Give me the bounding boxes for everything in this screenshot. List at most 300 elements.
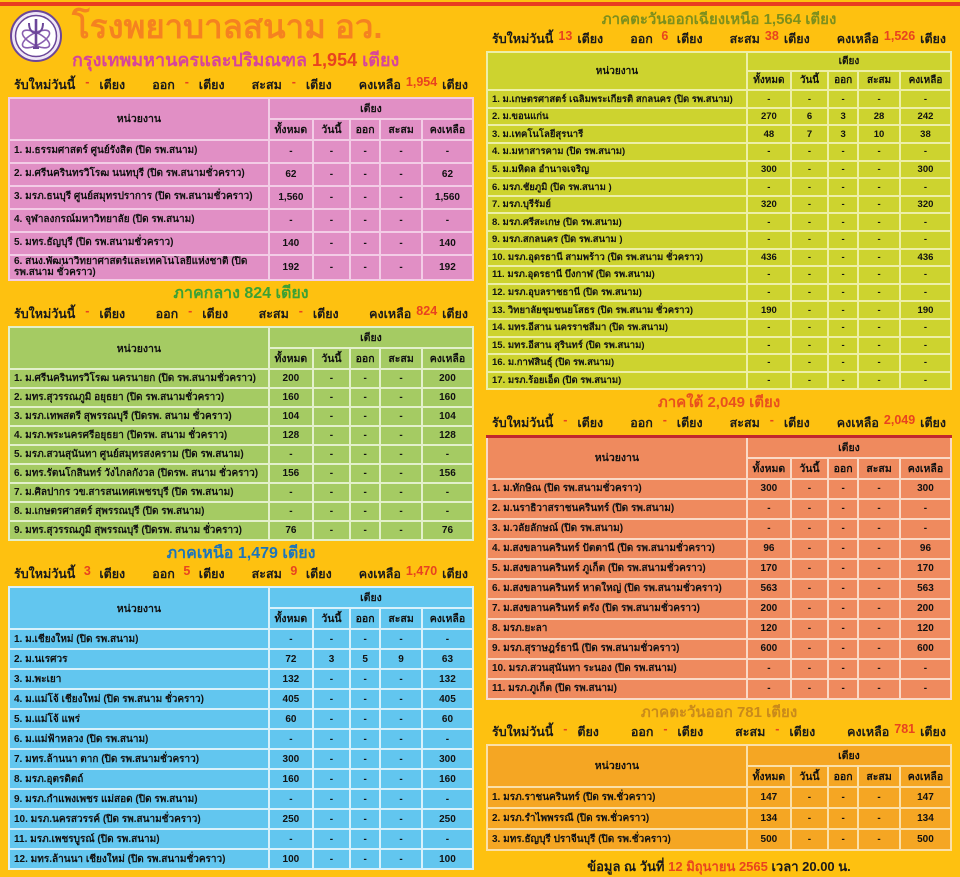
bed-value-cell: - (858, 372, 900, 390)
bed-value-cell: - (791, 249, 828, 267)
bed-value-cell: 563 (747, 579, 791, 599)
bed-value-cell: - (313, 426, 350, 445)
region-section-north (8, 545, 474, 870)
bed-value-cell: - (380, 445, 422, 464)
bed-value-cell: - (828, 579, 858, 599)
table-row (487, 787, 951, 808)
org-cell: 1. มรภ.ราชนครินทร์ (ปิด รพ.ชั่วคราว) (487, 787, 747, 808)
bed-column-header: ออก (350, 348, 380, 369)
bed-value-cell: 436 (747, 249, 791, 267)
table-row (487, 479, 951, 499)
bed-value-cell: - (313, 789, 350, 809)
bed-value-cell: - (380, 849, 422, 869)
bed-value-cell: - (828, 679, 858, 699)
org-cell: 8. ม.เกษตรศาสตร์ สุพรรณบุรี (ปิด รพ.สนาม) (9, 502, 269, 521)
stat-group (152, 564, 224, 584)
table-row (9, 255, 473, 280)
timestamp-time: 20.00 น. (802, 858, 851, 874)
bed-value-cell: 156 (269, 464, 313, 483)
bed-value-cell: - (380, 140, 422, 163)
table-row (487, 519, 951, 539)
bed-value-cell: - (791, 499, 828, 519)
bed-value-cell: - (858, 143, 900, 161)
org-cell: 14. มทร.อีสาน นครราชสีมา (ปิด รพ.สนาม) (487, 319, 747, 337)
org-cell: 8. มรภ.ศรีสะเกษ (ปิด รพ.สนาม) (487, 213, 747, 231)
bed-column-header: สะสม (858, 766, 900, 787)
bed-value-cell: 140 (422, 232, 473, 255)
table-row (9, 649, 473, 669)
bed-value-cell: 300 (900, 479, 951, 499)
bed-value-cell: - (900, 679, 951, 699)
bed-value-cell: - (380, 407, 422, 426)
stat-unit: เตียง (783, 415, 810, 430)
bed-value-cell: 170 (900, 559, 951, 579)
bed-value-cell: - (791, 319, 828, 337)
bed-value-cell: - (350, 426, 380, 445)
bed-value-cell: - (858, 213, 900, 231)
stat-value: 1,526 (883, 29, 916, 44)
bed-value-cell: 160 (422, 388, 473, 407)
table-row (487, 499, 951, 519)
bed-value-cell: - (828, 213, 858, 231)
org-cell: 4. จุฬาลงกรณ์มหาวิทยาลัย (ปิด รพ.สนาม) (9, 209, 269, 232)
table-row (9, 521, 473, 540)
bed-value-cell: 3 (828, 108, 858, 126)
org-cell: 4. ม.สงขลานครินทร์ ปัตตานี (ปิด รพ.สนามชั่วคราว) (487, 539, 747, 559)
stat-unit: เตียง (783, 32, 810, 47)
stat-group (735, 722, 815, 742)
table-row (9, 809, 473, 829)
stat-unit: เตียง (99, 77, 126, 92)
bed-column-header: วันนี้ (791, 766, 828, 787)
stat-group (730, 413, 810, 433)
bed-value-cell: - (422, 789, 473, 809)
bed-value-cell: - (900, 354, 951, 372)
bed-value-cell: 100 (422, 849, 473, 869)
table-row (9, 388, 473, 407)
org-cell: 2. ม.นเรศวร (9, 649, 269, 669)
bed-value-cell: - (380, 709, 422, 729)
stat-unit: เตียง (312, 307, 339, 322)
bed-value-cell: 600 (747, 639, 791, 659)
bed-value-cell: - (747, 266, 791, 284)
bed-value-cell: 436 (900, 249, 951, 267)
region-total: 1,564 (763, 11, 802, 28)
org-cell: 1. ม.เกษตรศาสตร์ เฉลิมพระเกียรติ สกลนคร (ปิด รพ.สนาม) (487, 90, 747, 108)
table-row (9, 407, 473, 426)
bed-value-cell: - (900, 372, 951, 390)
bed-value-cell: - (269, 789, 313, 809)
beds-group-header: เตียง (747, 436, 951, 458)
bed-value-cell: - (350, 232, 380, 255)
stat-label: ออก (152, 77, 175, 92)
title-block (72, 10, 399, 74)
bed-value-cell: - (858, 196, 900, 214)
org-cell: 11. มรภ.อุดรธานี บึงกาฬ (ปิด รพ.สนาม) (487, 266, 747, 284)
bed-value-cell: 160 (269, 769, 313, 789)
bed-value-cell: - (747, 354, 791, 372)
bed-value-cell: - (828, 787, 858, 808)
bed-column-header: วันนี้ (791, 458, 828, 479)
bed-value-cell: 76 (422, 521, 473, 540)
table-row (9, 689, 473, 709)
bed-value-cell: - (858, 519, 900, 539)
table-row (487, 125, 951, 143)
bed-column-header: ออก (828, 71, 858, 90)
bed-column-header: สะสม (380, 119, 422, 140)
stat-value: 781 (894, 721, 916, 736)
bed-value-cell: 7 (791, 125, 828, 143)
bed-value-cell: 500 (900, 829, 951, 850)
bed-value-cell: - (858, 284, 900, 302)
bed-value-cell: 300 (900, 161, 951, 179)
org-cell: 7. ม.สงขลานครินทร์ ตรัง (ปิด รพ.สนามชั่วคราว) (487, 599, 747, 619)
table-row (9, 749, 473, 769)
stat-group (492, 29, 603, 49)
stat-label: รับใหม่วันนี้ (14, 567, 76, 582)
stat-label: ออก (155, 307, 179, 322)
bed-value-cell: - (313, 769, 350, 789)
bed-value-cell: - (350, 729, 380, 749)
bed-value-cell: - (269, 209, 313, 232)
bed-column-header: ออก (350, 119, 380, 140)
bed-value-cell: - (791, 829, 828, 850)
bed-value-cell: 104 (422, 407, 473, 426)
region-stats (486, 28, 952, 51)
bed-value-cell: 250 (269, 809, 313, 829)
table-row (9, 140, 473, 163)
bed-value-cell: - (791, 659, 828, 679)
bed-value-cell: - (900, 519, 951, 539)
table-row (487, 808, 951, 829)
page-header (10, 10, 474, 74)
stat-value: - (563, 721, 568, 736)
bed-value-cell: - (269, 483, 313, 502)
bed-value-cell: - (350, 769, 380, 789)
bed-value-cell: 10 (858, 125, 900, 143)
bed-column-header: ออก (828, 458, 858, 479)
org-cell: 7. มทร.ล้านนา ตาก (ปิด รพ.สนามชั่วคราว) (9, 749, 269, 769)
bed-value-cell: - (858, 659, 900, 679)
region-stats (8, 74, 474, 97)
bed-value-cell: 600 (900, 639, 951, 659)
region-table (8, 326, 474, 541)
org-cell: 10. มรภ.สวนสุนันทา ระนอง (ปิด รพ.สนาม) (487, 659, 747, 679)
bed-value-cell: - (858, 319, 900, 337)
bed-value-cell: - (858, 639, 900, 659)
bed-value-cell: 300 (747, 161, 791, 179)
bed-value-cell: 147 (900, 787, 951, 808)
left-column (8, 8, 474, 877)
region-stats (486, 721, 952, 744)
bed-value-cell: - (422, 483, 473, 502)
region-table (8, 586, 474, 870)
bed-column-header: ทั้งหมด (747, 71, 791, 90)
region-table (486, 51, 952, 390)
org-cell: 1. ม.ศรีนครินทรวิโรฒ นครนายก (ปิด รพ.สนามชั่วคราว) (9, 369, 269, 388)
bed-column-header: สะสม (858, 458, 900, 479)
table-row (487, 354, 951, 372)
bed-value-cell: - (313, 629, 350, 649)
bed-value-cell: - (380, 369, 422, 388)
bed-value-cell: - (791, 679, 828, 699)
bed-value-cell: - (791, 639, 828, 659)
bed-value-cell: 405 (269, 689, 313, 709)
bed-value-cell: 120 (747, 619, 791, 639)
stat-unit: เตียง (442, 567, 468, 582)
bed-value-cell: - (791, 808, 828, 829)
stat-group (492, 722, 599, 742)
table-row (9, 849, 473, 869)
bed-value-cell: - (828, 619, 858, 639)
region-section-south (486, 394, 952, 699)
bed-column-header: คงเหลือ (900, 458, 951, 479)
bed-column-header: ออก (350, 608, 380, 629)
bed-value-cell: - (747, 659, 791, 679)
bed-value-cell: - (313, 255, 350, 280)
org-cell: 11. มรภ.ภูเก็ต (ปิด รพ.สนาม) (487, 679, 747, 699)
bed-value-cell: 104 (269, 407, 313, 426)
bed-value-cell: - (380, 769, 422, 789)
bed-value-cell: - (791, 337, 828, 355)
stat-unit: เตียง (198, 567, 225, 582)
stat-label: รับใหม่วันนี้ (14, 307, 76, 322)
bed-value-cell: - (380, 809, 422, 829)
stat-group (492, 413, 603, 433)
stat-group (259, 304, 339, 324)
region-title (8, 545, 474, 563)
bed-value-cell: 140 (269, 232, 313, 255)
stat-value: 1,954 (405, 74, 438, 89)
org-column-header: หน่วยงาน (9, 98, 269, 140)
bangkok-region-title (72, 45, 399, 74)
bed-value-cell: 200 (900, 599, 951, 619)
org-cell: 7. ม.ศิลปากร วข.สารสนเทศเพชรบุรี (ปิด รพ.สนาม) (9, 483, 269, 502)
table-row (487, 559, 951, 579)
ministry-emblem-logo (10, 10, 62, 62)
bed-value-cell: - (828, 196, 858, 214)
stat-value: 13 (558, 29, 573, 44)
org-cell: 1. ม.ทักษิณ (ปิด รพ.สนามชั่วคราว) (487, 479, 747, 499)
stat-group (837, 413, 946, 433)
bed-value-cell: - (313, 140, 350, 163)
org-cell: 3. ม.พะเยา (9, 669, 269, 689)
table-row (9, 502, 473, 521)
bed-value-cell: - (900, 213, 951, 231)
bed-value-cell: - (380, 186, 422, 209)
table-row (487, 231, 951, 249)
table-row (487, 319, 951, 337)
bed-value-cell: - (313, 407, 350, 426)
stat-unit: ตียง (577, 724, 599, 739)
org-cell: 5. ม.แม่โจ้ แพร่ (9, 709, 269, 729)
bed-value-cell: - (791, 161, 828, 179)
bed-column-header: สะสม (380, 608, 422, 629)
bed-value-cell: 96 (747, 539, 791, 559)
bed-value-cell: - (747, 319, 791, 337)
bed-value-cell: - (350, 629, 380, 649)
stat-unit: เตียง (99, 307, 126, 322)
org-cell: 12. มรภ.อุบลราชธานี (ปิด รพ.สนาม) (487, 284, 747, 302)
table-row (9, 209, 473, 232)
bed-value-cell: 62 (269, 163, 313, 186)
bed-column-header: คงเหลือ (422, 608, 473, 629)
bed-value-cell: - (422, 729, 473, 749)
bed-value-cell: 320 (900, 196, 951, 214)
bed-value-cell: - (828, 337, 858, 355)
bed-value-cell: - (858, 539, 900, 559)
bed-value-cell: - (791, 213, 828, 231)
stat-label: สะสม (729, 32, 760, 47)
region-stats (486, 412, 952, 435)
bed-value-cell: - (858, 266, 900, 284)
stat-value: 5 (183, 564, 191, 579)
bed-value-cell: - (791, 284, 828, 302)
bed-column-header: ทั้งหมด (269, 348, 313, 369)
table-row (9, 445, 473, 464)
bed-value-cell: - (858, 249, 900, 267)
table-row (9, 769, 473, 789)
bed-value-cell: 250 (422, 809, 473, 829)
stat-value: 824 (416, 304, 438, 319)
bed-value-cell: - (791, 90, 828, 108)
org-cell: 1. ม.ธรรมศาสตร์ ศูนย์รังสิต (ปิด รพ.สนาม) (9, 140, 269, 163)
bed-column-header: ทั้งหมด (269, 608, 313, 629)
bed-value-cell: - (828, 539, 858, 559)
bed-value-cell: 192 (422, 255, 473, 280)
org-cell: 8. มรภ.อุตรดิตถ์ (9, 769, 269, 789)
table-row (9, 709, 473, 729)
org-cell: 5. ม.มหิดล อำนาจเจริญ (487, 161, 747, 179)
bed-value-cell: - (269, 829, 313, 849)
org-cell: 12. มทร.ล้านนา เชียงใหม่ (ปิด รพ.สนามชั่วคราว) (9, 849, 269, 869)
bed-value-cell: - (828, 599, 858, 619)
right-column (486, 8, 952, 877)
bed-value-cell: - (747, 213, 791, 231)
table-row (9, 426, 473, 445)
org-cell: 8. มรภ.ยะลา (487, 619, 747, 639)
bed-value-cell: 190 (900, 301, 951, 319)
table-row (487, 579, 951, 599)
table-row (487, 337, 951, 355)
stat-value: - (184, 74, 189, 89)
org-cell: 5. มทร.ธัญบุรี (ปิด รพ.สนามชั่วคราว) (9, 232, 269, 255)
stat-group (369, 304, 468, 324)
org-cell: 2. ม.ขอนแก่น (487, 108, 747, 126)
bed-value-cell: 320 (747, 196, 791, 214)
bed-value-cell: - (828, 90, 858, 108)
bed-value-cell: - (269, 140, 313, 163)
bed-column-header: วันนี้ (313, 348, 350, 369)
stat-group (837, 29, 946, 49)
bed-value-cell: - (269, 502, 313, 521)
stat-unit: เตียง (577, 415, 604, 430)
org-column-header: หน่วยงาน (487, 436, 747, 479)
bed-value-cell: - (350, 709, 380, 729)
bed-value-cell: 134 (900, 808, 951, 829)
region-total: 824 (244, 284, 272, 302)
org-cell: 6. สนง.พัฒนาวิทยาศาสตร์และเทคโนโลยีแห่งชาติ (ปิด รพ.สนาม ชั่วคราว) (9, 255, 269, 280)
bed-value-cell: 60 (422, 709, 473, 729)
bed-value-cell: - (380, 789, 422, 809)
table-row (487, 639, 951, 659)
bed-value-cell: - (313, 445, 350, 464)
org-cell: 3. มรภ.ธนบุรี ศูนย์สมุทรปราการ (ปิด รพ.สนามชั่วคราว) (9, 186, 269, 209)
bed-value-cell: - (350, 502, 380, 521)
stat-unit: เตียง (789, 724, 816, 739)
bed-value-cell: - (858, 161, 900, 179)
region-total: 781 (736, 703, 762, 721)
table-row (487, 599, 951, 619)
bed-value-cell: - (791, 479, 828, 499)
stat-label: สะสม (258, 307, 289, 322)
bed-value-cell: - (791, 519, 828, 539)
bed-value-cell: - (350, 789, 380, 809)
bed-value-cell: - (791, 354, 828, 372)
table-row (487, 90, 951, 108)
table-row (487, 301, 951, 319)
bed-value-cell: 1,560 (269, 186, 313, 209)
bed-value-cell: - (858, 178, 900, 196)
stat-label: ออก (152, 567, 175, 582)
stat-value: - (85, 74, 90, 89)
stat-group (847, 722, 946, 742)
org-cell: 11. มรภ.เพชรบูรณ์ (ปิด รพ.สนาม) (9, 829, 269, 849)
stat-value: - (85, 304, 90, 319)
stat-value: 38 (764, 29, 779, 44)
bed-value-cell: - (380, 669, 422, 689)
bed-value-cell: - (791, 619, 828, 639)
bed-value-cell: - (858, 479, 900, 499)
region-section-east (486, 704, 952, 851)
bed-column-header: ทั้งหมด (747, 458, 791, 479)
bed-value-cell: 563 (900, 579, 951, 599)
bed-value-cell: - (747, 178, 791, 196)
org-cell: 4. ม.มหาสารคาม (ปิด รพ.สนาม) (487, 143, 747, 161)
bed-column-header: คงเหลือ (422, 119, 473, 140)
stat-unit: เตียง (677, 724, 704, 739)
region-total: 2,049 (707, 394, 745, 412)
bed-value-cell: 160 (422, 769, 473, 789)
org-cell: 6. ม.สงขลานครินทร์ หาดใหญ่ (ปิด รพ.สนามชั่วคราว) (487, 579, 747, 599)
bed-column-header: ออก (828, 766, 858, 787)
org-cell: 9. มรภ.สุราษฎร์ธานี (ปิด รพ.สนามชั่วคราว) (487, 639, 747, 659)
table-row (487, 249, 951, 267)
bed-value-cell: - (828, 808, 858, 829)
bed-value-cell: - (828, 372, 858, 390)
data-timestamp (486, 856, 952, 877)
region-name: ภาคใต้ (657, 394, 704, 412)
bed-value-cell: 300 (422, 749, 473, 769)
stat-group (359, 75, 468, 95)
bed-value-cell: - (350, 163, 380, 186)
bed-value-cell: - (900, 143, 951, 161)
bed-value-cell: 170 (747, 559, 791, 579)
region-title (8, 285, 474, 303)
bed-value-cell: - (313, 502, 350, 521)
bed-value-cell: - (350, 809, 380, 829)
bed-value-cell: - (380, 163, 422, 186)
bed-value-cell: 147 (747, 787, 791, 808)
bed-value-cell: - (900, 266, 951, 284)
org-cell: 2. มทร.สุวรรณภูมิ อยุธยา (ปิด รพ.สนามชั่วคราว) (9, 388, 269, 407)
table-row (487, 679, 951, 699)
bed-value-cell: - (900, 178, 951, 196)
bed-value-cell: - (313, 729, 350, 749)
bed-value-cell: - (791, 266, 828, 284)
bed-value-cell: - (313, 849, 350, 869)
bed-value-cell: - (828, 266, 858, 284)
